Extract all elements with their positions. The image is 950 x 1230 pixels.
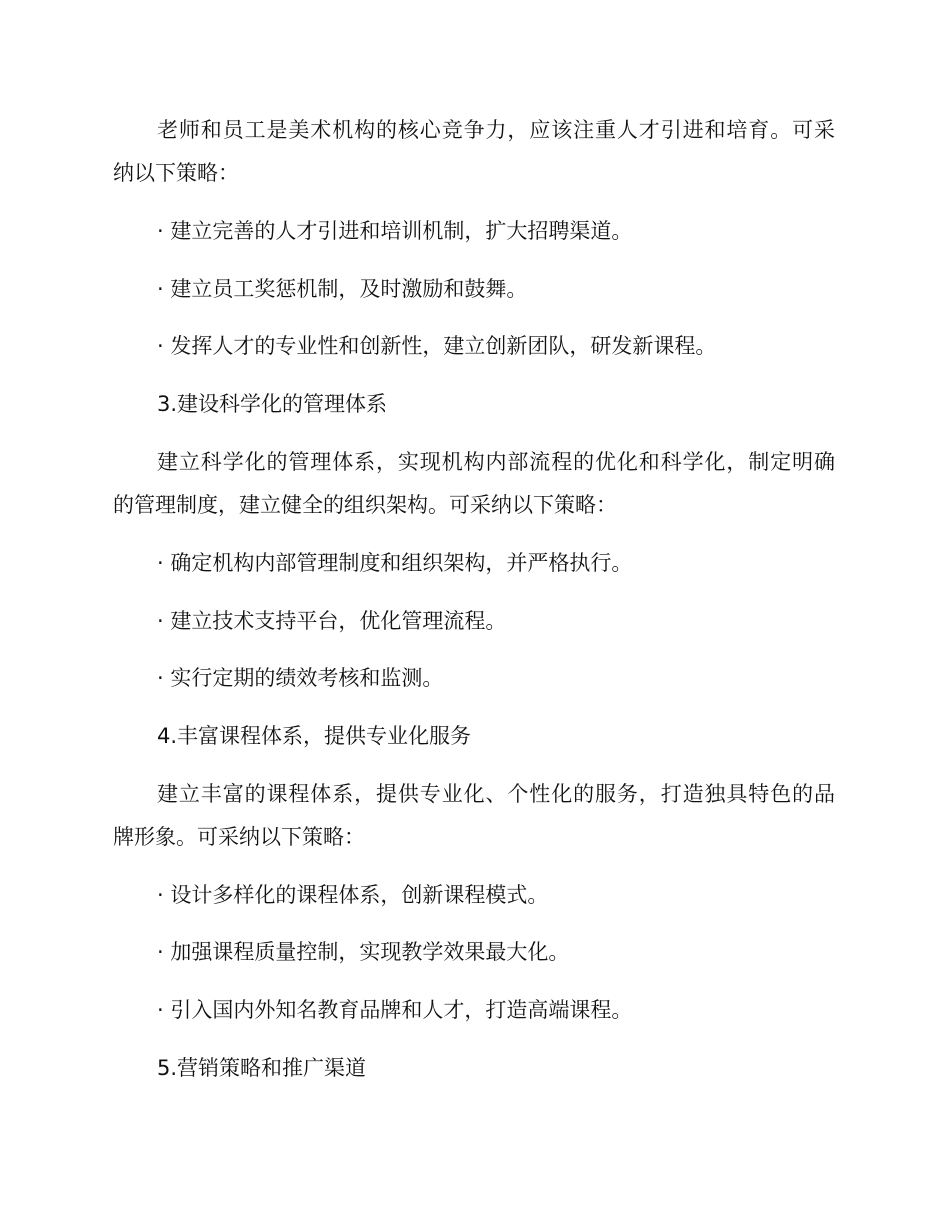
bullet-item: · 建立技术支持平台，优化管理流程。 — [157, 609, 507, 633]
bullet-item: · 实行定期的绩效考核和监测。 — [157, 666, 444, 690]
paragraph-curriculum-line-1: 建立丰富的课程体系，提供专业化、个性化的服务，打造独具特色的品 — [157, 782, 835, 806]
bullet-item: · 建立完善的人才引进和培训机制，扩大招聘渠道。 — [157, 219, 633, 243]
paragraph-curriculum-line-2: 牌形象。可采纳以下策略： — [113, 825, 365, 849]
section-heading: 4.丰富课程体系，提供专业化服务 — [157, 724, 472, 748]
section-heading: 3.建设科学化的管理体系 — [157, 392, 388, 416]
bullet-item: · 设计多样化的课程体系，创新课程模式。 — [157, 883, 549, 907]
paragraph-management-line-2: 的管理制度，建立健全的组织架构。可采纳以下策略： — [113, 493, 617, 517]
bullet-item: · 建立员工奖惩机制，及时激励和鼓舞。 — [157, 277, 528, 301]
bullet-item: · 发挥人才的专业性和创新性，建立创新团队，研发新课程。 — [157, 334, 717, 358]
bullet-item: · 确定机构内部管理制度和组织架构，并严格执行。 — [157, 551, 633, 575]
paragraph-talent-intro-line-1: 老师和员工是美术机构的核心竞争力，应该注重人才引进和培育。可采 — [157, 118, 835, 142]
bullet-item: · 引入国内外知名教育品牌和人才，打造高端课程。 — [157, 998, 633, 1022]
bullet-item: · 加强课程质量控制，实现教学效果最大化。 — [157, 940, 570, 964]
paragraph-talent-intro-line-2: 纳以下策略： — [113, 161, 239, 185]
section-heading: 5.营销策略和推广渠道 — [157, 1056, 367, 1080]
paragraph-management-line-1: 建立科学化的管理体系，实现机构内部流程的优化和科学化，制定明确 — [157, 450, 835, 474]
